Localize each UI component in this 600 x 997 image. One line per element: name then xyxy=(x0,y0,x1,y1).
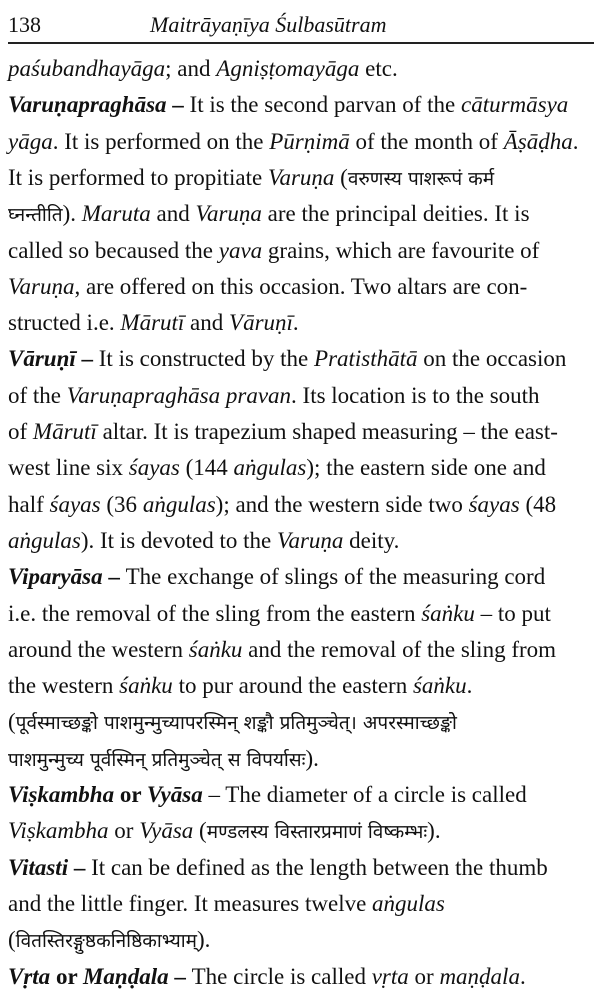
text-segment: . Its location is to the south xyxy=(291,382,540,408)
text-segment: ); and the western side two xyxy=(215,491,469,517)
text-line xyxy=(8,234,592,268)
text-segment: , are offered on this occasion. Two altars are con- xyxy=(74,273,528,299)
text-segment: yava xyxy=(218,237,263,263)
text-line xyxy=(8,52,592,86)
text-segment: ( xyxy=(8,709,16,735)
glossary-term: Varuṇapraghāsa xyxy=(8,92,167,118)
text-segment: Varuṇapraghāsa pravan xyxy=(66,382,292,408)
text-line xyxy=(8,342,592,376)
text-segment: cāturmāsya xyxy=(460,92,569,118)
text-line xyxy=(8,270,592,304)
text-segment: paśubandhayāga xyxy=(8,56,166,81)
text-segment: vṛta xyxy=(371,963,409,989)
text-segment: structed i.e. xyxy=(8,310,121,336)
text-line xyxy=(8,778,592,812)
text-line xyxy=(8,814,592,848)
text-segment: or xyxy=(408,963,440,989)
text-segment: to pur around the eastern xyxy=(172,673,413,699)
text-segment: ( xyxy=(334,164,348,190)
text-segment: and the little finger. It measures twelve xyxy=(8,890,373,916)
text-line xyxy=(8,197,592,231)
text-segment: aṅgulas xyxy=(233,455,307,481)
text-segment: etc. xyxy=(359,56,398,81)
text-segment: of the xyxy=(8,382,67,408)
text-segment: – xyxy=(68,854,92,880)
text-segment: and xyxy=(150,201,196,227)
text-line xyxy=(8,560,592,594)
text-segment: . xyxy=(466,673,473,699)
text-segment: maṇḍala xyxy=(439,963,520,989)
text-segment: śayas xyxy=(49,491,101,517)
text-segment: ). It is devoted to the xyxy=(80,527,277,553)
text-segment: It is constructed by the xyxy=(98,346,315,372)
glossary-term: Viparyāsa xyxy=(8,564,103,590)
glossary-term: Vyāsa xyxy=(146,782,203,807)
text-line xyxy=(8,851,592,885)
text-line xyxy=(8,125,592,159)
text-segment: Pūrṇimā xyxy=(269,128,350,154)
text-segment: or xyxy=(114,782,147,807)
text-segment: – xyxy=(102,564,126,590)
text-segment: ). xyxy=(197,927,211,953)
text-segment: . xyxy=(292,310,299,336)
text-segment: śaṅku xyxy=(188,636,243,662)
text-segment: – xyxy=(202,782,226,807)
text-segment: . xyxy=(572,128,579,154)
text-segment: Mārutī xyxy=(120,310,185,336)
text-segment: Vāruṇī xyxy=(229,310,293,336)
text-segment: śaṅku xyxy=(412,673,467,699)
text-segment: It is performed to propitiate xyxy=(8,164,268,190)
text-segment: Varuṇa xyxy=(195,201,262,227)
text-line xyxy=(8,88,592,122)
text-segment: – xyxy=(168,963,192,989)
text-line xyxy=(8,379,592,413)
text-line xyxy=(8,960,592,994)
text-segment: (48 xyxy=(519,491,557,517)
text-line xyxy=(8,887,592,921)
text-segment: Āṣāḍha xyxy=(503,128,573,154)
text-segment: The circle is called xyxy=(191,963,372,989)
text-segment: grains, which are favourite of xyxy=(262,237,540,263)
text-line xyxy=(8,306,592,340)
text-line xyxy=(8,524,592,558)
text-segment: ). xyxy=(427,818,441,844)
text-segment: – to put xyxy=(474,600,551,626)
text-segment: Pratisthātā xyxy=(314,346,418,372)
text-segment: – xyxy=(75,346,99,372)
text-line xyxy=(8,669,592,703)
text-segment: śayas xyxy=(468,491,520,517)
header-rule xyxy=(8,42,594,44)
text-segment: Varuṇa xyxy=(276,527,344,553)
text-segment: ); the eastern side one and xyxy=(306,455,546,481)
text-segment: yāga xyxy=(8,128,53,154)
text-segment: altar. It is trapezium shaped measuring – the east- xyxy=(96,419,558,444)
text-segment: ). xyxy=(305,745,319,771)
text-segment: aṅgulas xyxy=(372,890,445,916)
text-line xyxy=(8,488,592,522)
text-segment: It can be defined as the length between the thumb xyxy=(91,854,548,880)
page-header xyxy=(0,0,600,40)
text-segment: Varuṇa xyxy=(8,273,75,299)
text-line xyxy=(8,633,592,667)
sanskrit-text: पाशमुन्मुच्य पूर्वस्मिन् प्रतिमुञ्चेत् स विपर्यासः xyxy=(8,748,306,771)
text-segment: Maruta xyxy=(81,201,151,227)
text-segment: – xyxy=(166,92,190,118)
glossary-term: Maṇḍala xyxy=(82,963,169,989)
text-line xyxy=(8,415,592,449)
text-segment: i.e. the removal of the sling from the eastern xyxy=(8,600,422,626)
text-segment: around the western xyxy=(8,636,189,662)
glossary-term: Vṛta xyxy=(8,963,51,989)
text-segment: The diameter of a circle is called xyxy=(225,782,527,807)
text-segment: of the month of xyxy=(349,128,504,154)
glossary-term: Vitasti xyxy=(8,854,69,880)
text-segment: deity. xyxy=(343,527,400,553)
text-segment: and xyxy=(184,310,230,336)
text-segment: . xyxy=(519,963,526,989)
text-line xyxy=(8,451,592,485)
text-segment: are the principal deities. It is xyxy=(261,201,530,227)
text-segment: or xyxy=(108,818,140,844)
text-segment: west line six xyxy=(8,455,129,481)
text-segment: Mārutī xyxy=(32,419,97,444)
sanskrit-text: वितस्तिरङ्गुष्ठकनिष्ठिकाभ्याम् xyxy=(15,930,198,953)
glossary-term: Vāruṇī xyxy=(8,346,76,372)
text-line xyxy=(8,597,592,631)
text-segment: It is the second parvan of the xyxy=(189,92,461,118)
text-line xyxy=(8,161,592,195)
text-segment: śayas xyxy=(128,455,180,481)
text-segment: ( xyxy=(8,927,16,953)
text-segment: the western xyxy=(8,673,120,699)
text-segment: Agniṣṭomayāga xyxy=(216,56,360,81)
text-segment: ( xyxy=(193,818,207,844)
page-number: 138 xyxy=(8,12,41,37)
text-segment: Varuṇa xyxy=(267,164,335,190)
text-segment: . It is performed on the xyxy=(52,128,270,154)
sanskrit-text: पूर्वस्माच्छङ्कोे पाशमुन्मुच्यापरस्मिन् शङ्कौ प्रतिमुञ्चेत्। अपरस्माच्छङ्कोे xyxy=(15,712,457,735)
sanskrit-text: घ्नन्तीति xyxy=(8,204,63,227)
text-segment: śaṅku xyxy=(119,673,173,699)
text-segment: on the occasion xyxy=(417,346,567,372)
sanskrit-text: मण्डलस्य विस्तारप्रमाणं विष्कम्भः xyxy=(206,821,428,844)
text-segment: aṅgulas xyxy=(142,491,216,517)
text-line xyxy=(8,923,592,957)
text-segment: (36 xyxy=(100,491,143,517)
text-line xyxy=(8,705,592,739)
text-segment: ). xyxy=(62,201,82,227)
text-segment: The exchange of slings of the measuring cord xyxy=(125,564,546,590)
text-segment: or xyxy=(50,963,83,989)
glossary-term: Viṣkambha xyxy=(8,782,115,807)
sanskrit-text: वरुणस्य पाशरूपं कर्म xyxy=(347,167,495,190)
text-line xyxy=(8,742,592,776)
running-title: Maitrāyaṇīya Śulbasūtram xyxy=(150,12,387,37)
text-segment: half xyxy=(8,491,50,517)
text-segment: ; and xyxy=(165,56,217,81)
text-segment: called so becaused the xyxy=(8,237,219,263)
text-segment: Vyāsa xyxy=(139,818,194,844)
text-segment: śaṅku xyxy=(421,600,475,626)
text-segment: (144 xyxy=(179,455,234,481)
text-segment: Viṣkambha xyxy=(8,818,109,844)
text-segment: aṅgulas xyxy=(8,527,81,553)
text-segment: of xyxy=(8,419,33,444)
text-segment: and the removal of the sling from xyxy=(242,636,557,662)
